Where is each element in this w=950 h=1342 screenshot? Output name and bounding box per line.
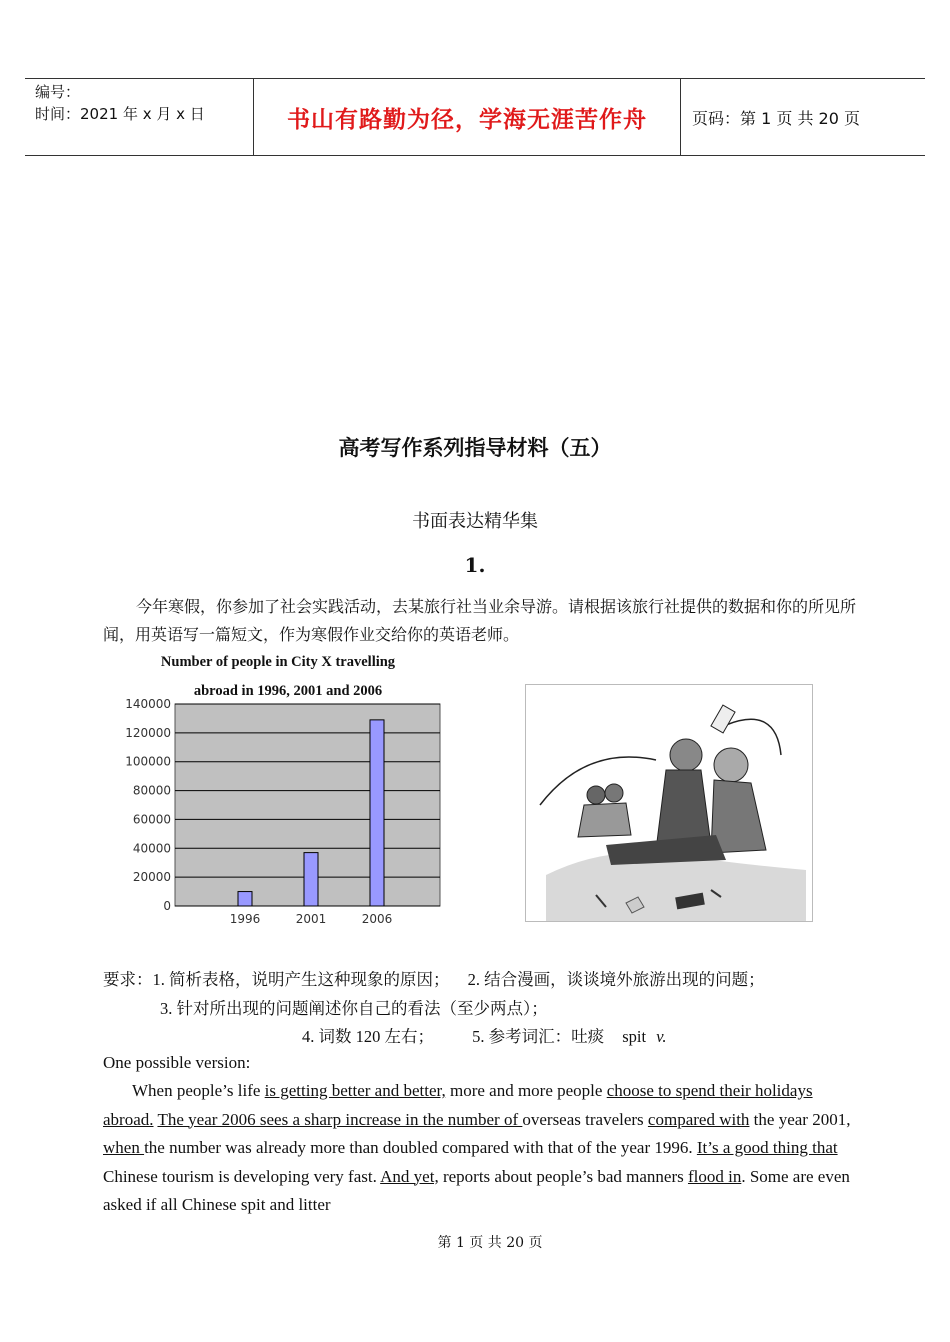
essay-body (103, 1077, 863, 1220)
header-motto-cell (254, 79, 681, 155)
cartoon-tourists-littering-image (526, 685, 812, 921)
page-header (25, 78, 925, 156)
time-label: 时间：2021 年 x 月 x 日 (35, 105, 205, 123)
essay-text: reports about people’s bad manners (438, 1166, 688, 1186)
essay-underlined-phrase: The year 2006 sees a sharp increase in the number of (157, 1109, 523, 1129)
chart-y-tick-label: 60000 (132, 812, 171, 827)
essay-text: Chinese tourism is developing very fast. (103, 1166, 381, 1186)
essay-text: the number was already more than doubled compared with that of the year 1996. (144, 1138, 697, 1157)
essay-underlined-phrase: And yet, (380, 1166, 439, 1186)
page-footer: 第 1 页 共 20 页 (437, 1235, 543, 1251)
document-title: 高考写作系列指导材料（五） (338, 436, 612, 460)
chart-y-tick-label: 40000 (132, 841, 171, 856)
chart-y-tick-label: 120000 (125, 725, 171, 740)
chart-y-tick-label: 100000 (125, 754, 171, 769)
essay-underlined-phrase: is getting better and better, (264, 1081, 446, 1100)
requirement-3: 3. 针对所出现的问题阐述你自己的看法（至少两点）； (160, 999, 548, 1018)
header-page-info: 页码：第 1 页 共 20 页 (692, 108, 860, 128)
cartoon-illustration (525, 684, 813, 922)
essay-text: When people’s life (132, 1081, 265, 1100)
requirement-1: 要求：1. 简析表格，说明产生这种现象的原因； (103, 970, 450, 989)
chart-bar (370, 720, 384, 906)
header-meta (25, 79, 254, 155)
bar-chart (105, 690, 450, 925)
chart-y-tick-label: 140000 (125, 697, 171, 711)
requirement-4: 4. 词数 120 左右； (302, 1027, 434, 1046)
document-subtitle: 书面表达精华集 (412, 511, 538, 532)
essay-underlined-phrase: choose to spend their holidays abroad. (103, 1081, 813, 1129)
requirement-line3 (302, 1023, 666, 1047)
chart-x-tick-label: 2006 (361, 912, 393, 925)
requirement-5: 5. 参考词汇：吐痰 (472, 1027, 605, 1046)
section-number: 1. (464, 553, 486, 577)
header-motto: 书山有路勤为径，学海无涯苦作舟 (287, 106, 647, 133)
chart-bar (238, 892, 252, 906)
chart-bar (304, 853, 318, 906)
essay-underlined-phrase: compared with (647, 1109, 750, 1129)
essay-text: . Some are even asked if all Chinese spit and litter (103, 1166, 850, 1214)
essay-underlined-phrase: flood in (687, 1166, 742, 1186)
essay-underlined-phrase: It’s a good thing that (696, 1138, 838, 1157)
number-label: 编号： (35, 83, 81, 101)
requirement-line1 (103, 966, 765, 990)
task-description: 今年寒假，你参加了社会实践活动，去某旅行社当业余导游。请根据该旅行社提供的数据和你的所见所闻，用英语写一篇短文，作为寒假作业交给你的英语老师。 (103, 597, 857, 644)
chart-x-tick-label: 1996 (229, 912, 261, 925)
essay-underlined-phrase: when (103, 1138, 145, 1157)
chart-y-tick-label: 20000 (132, 870, 171, 885)
chart-y-tick-label: 80000 (132, 783, 171, 798)
chart-x-tick-label: 2001 (295, 912, 327, 925)
chart-y-tick-label: 0 (163, 899, 171, 913)
requirement-2: 2. 结合漫画，谈谈境外旅游出现的问题； (467, 970, 765, 989)
essay-text: more and more people (445, 1081, 607, 1100)
chart-title-line2: abroad in 1996, 2001 and 2006 (193, 683, 383, 699)
essay-text: the year 2001, (749, 1109, 851, 1129)
requirement-5-word: spit (622, 1027, 647, 1046)
essay-text: overseas travelers (522, 1109, 648, 1129)
essay-label: One possible version: (103, 1053, 251, 1072)
requirement-5-pos: v. (656, 1027, 667, 1046)
chart-title-line1: Number of people in City X travelling (160, 654, 396, 670)
